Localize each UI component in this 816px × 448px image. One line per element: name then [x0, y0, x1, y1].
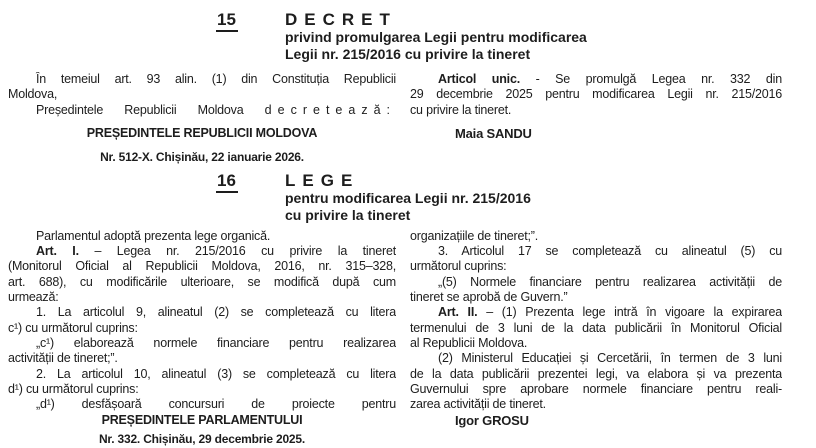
text-line: (Monitorul Oficial al Republicii Moldova, 2016, nr. 315–328, — [8, 259, 396, 274]
article-text: - Se promulgă Legea nr. 332 din — [535, 72, 782, 86]
enacting-clause-verb: decretează: — [264, 102, 396, 117]
paragraph — [410, 229, 782, 244]
text-line: „(5) Normele financiare pentru realizarea activității de — [438, 274, 782, 289]
text-line — [410, 72, 782, 87]
law-left-column — [8, 229, 396, 447]
text-line: d¹) cu următorul cuprins: — [8, 381, 139, 396]
paragraph — [8, 305, 396, 336]
enacting-clause-prefix: Președintele Republicii Moldova — [36, 102, 244, 117]
text-line: cu privire la tineret. — [410, 102, 512, 117]
text-line: 3. Articolul 17 se completează cu alineatul (5) cu — [438, 244, 782, 259]
decree-number-text: 15 — [216, 10, 238, 32]
text-line — [410, 305, 782, 320]
text-line: organizațiile de tineret;”. — [410, 228, 539, 243]
text-line: următorul cuprins: — [410, 259, 507, 274]
text-line: „c¹) elaborează normele financiare pentru realizarea — [36, 335, 396, 350]
decree-number — [216, 10, 285, 63]
law-titles — [285, 171, 531, 224]
text-line: Moldova, — [8, 87, 58, 102]
text-line: zarea activității de tineret. — [410, 397, 546, 412]
paragraph — [8, 244, 396, 305]
text-line: 2. La articolul 10, alineatul (3) se completează cu litera — [36, 366, 396, 381]
text-line: activității de tineret;”. — [8, 351, 118, 366]
text-line — [8, 103, 396, 118]
text-line: tineret se aprobă de Guvern.” — [410, 290, 568, 305]
article-lead: Art. I. — [36, 244, 79, 259]
text-line: urmează: — [8, 290, 59, 305]
decree-section — [8, 10, 816, 164]
text-line: „d¹) desfășoară concursuri de proiecte pentru — [36, 397, 396, 412]
law-section — [8, 171, 816, 447]
text-line: termenului de 3 luni de la data publicării în Monitorul Oficial — [410, 320, 782, 335]
paragraph — [410, 305, 782, 351]
paragraph — [8, 72, 396, 103]
paragraph — [8, 229, 396, 244]
decree-left-column — [8, 72, 396, 164]
text-line: al Republicii Moldova. — [410, 335, 528, 350]
text-line — [8, 244, 396, 259]
decree-kind-title: DECRET — [285, 10, 397, 29]
paragraph — [410, 351, 782, 412]
law-subtitle-line: cu privire la tineret — [285, 206, 411, 223]
article-lead: Articol unic. — [438, 72, 520, 86]
act-footer: Nr. 512-X. Chișinău, 22 ianuarie 2026. — [100, 149, 304, 164]
law-kind-title: LEGE — [285, 170, 360, 190]
law-right-column — [410, 229, 782, 447]
paragraph — [8, 397, 396, 412]
law-header — [216, 171, 816, 224]
paragraph — [410, 244, 782, 275]
text-line: În temeiul art. 93 alin. (1) din Constituția Republicii — [36, 72, 396, 86]
decree-subtitle-line: Legii nr. 215/2016 cu privire la tineret — [285, 46, 531, 62]
text-line: art. 688), cu modificările ulterioare, se modifică după cum — [8, 274, 396, 289]
decree-right-column — [410, 72, 782, 164]
decree-titles — [285, 10, 587, 63]
law-number-text: 16 — [216, 171, 238, 193]
law-subtitle-line: pentru modificarea Legii nr. 215/2016 — [285, 189, 531, 206]
article-lead: Art. II. — [438, 305, 478, 320]
law-number — [216, 171, 285, 224]
text-line: (2) Ministerul Educației și Cercetării, în termen de 3 luni — [438, 351, 782, 366]
article-text: – (1) Prezenta lege intră în vigoare la expirarea — [486, 305, 782, 320]
text-line: 1. La articolul 9, alineatul (2) se completează cu litera — [36, 305, 396, 320]
text-line: c¹) cu următorul cuprins: — [8, 320, 138, 335]
decree-header — [216, 10, 816, 63]
article-text: – Legea nr. 215/2016 cu privire la tineret — [94, 244, 396, 259]
signer-title: PREȘEDINTELE PARLAMENTULUI — [101, 413, 303, 428]
signer-name: Maia SANDU — [455, 125, 532, 141]
decree-subtitle-line: privind promulgarea Legii pentru modificarea — [285, 29, 587, 45]
paragraph — [8, 336, 396, 367]
act-footer: Nr. 332. Chișinău, 29 decembrie 2025. — [98, 432, 306, 447]
text-line: Guvernului spre aprobare normele financiare pentru reali- — [410, 381, 782, 396]
law-body — [8, 229, 816, 447]
paragraph — [410, 275, 782, 306]
signer-name: Igor GROSU — [455, 413, 529, 429]
paragraph — [8, 367, 396, 398]
decree-body — [8, 72, 816, 164]
text-line: de la data publicării prezentei legi, va elabora și va prezenta — [410, 366, 782, 381]
paragraph — [410, 72, 782, 118]
text-line: 29 decembrie 2025 pentru modificarea Legii nr. 215/2016 — [410, 87, 782, 102]
text-line: Parlamentul adoptă prezenta lege organică. — [36, 228, 271, 243]
signer-title: PREȘEDINTELE REPUBLICII MOLDOVA — [86, 125, 318, 140]
paragraph — [8, 103, 396, 118]
